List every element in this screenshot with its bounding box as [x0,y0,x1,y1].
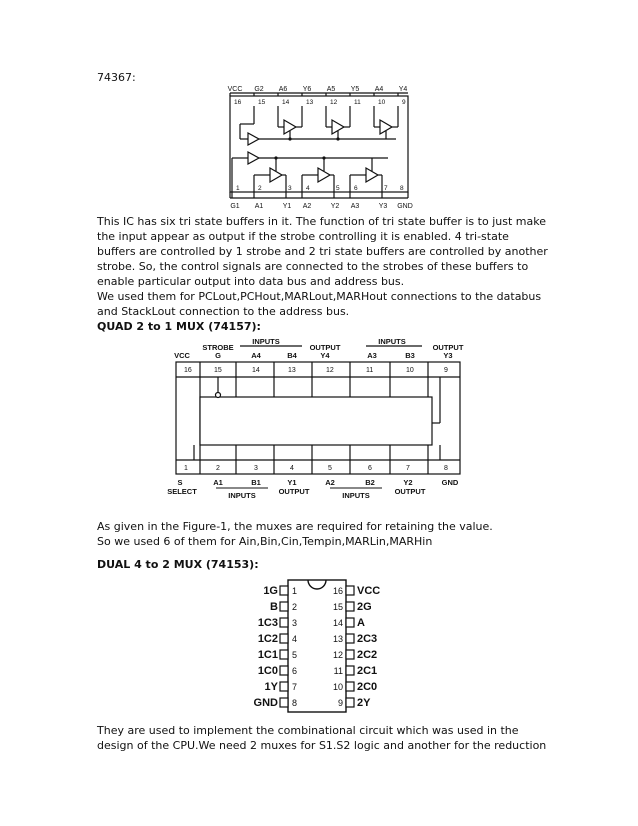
pin-number: 8 [444,465,448,472]
pin-name: B2 [365,478,375,487]
pin-number: 16 [184,367,192,374]
pin-name: A1 [213,478,223,487]
pin-number: 13 [332,634,343,644]
pin-name: B [270,601,278,613]
pin-number: 1 [236,185,240,192]
text-line: enable particular output into data bus and address bus. [97,275,405,288]
pin-name: G [215,351,221,360]
pin-number: 12 [326,367,334,374]
pin-name: Y4 [320,351,330,360]
group-label: INPUTS [228,491,256,500]
pin-name: VCC [357,585,381,597]
pin-number: 2 [216,465,220,472]
group-label: INPUTS [342,491,370,500]
text-line: buffers are controlled by 1 strobe and 2 tri state buffers are controlled by another [97,245,548,258]
pin-name: A6 [278,86,288,93]
group-label: STROBE [202,343,234,352]
group-label: OUTPUT [432,343,464,352]
pin-number: 16 [234,99,242,106]
pin-number: 4 [306,185,310,192]
pin-name: B1 [251,478,261,487]
text-line: and StackLout connection to the address bus. [97,305,350,318]
pin-name: VCC [227,86,243,93]
pin-name: 2C2 [357,649,378,661]
pin-number: 11 [366,367,374,374]
pin-name: Y3 [378,203,388,210]
pin-name: Y3 [443,351,453,360]
pin-name: A1 [254,203,264,210]
text-line: design of the CPU.We need 2 muxes for S1.S2 logic and another for the reduction [97,739,547,752]
pin-number: 14 [252,367,260,374]
pin-name: Y5 [350,86,360,93]
pin-number: 11 [354,99,361,106]
diagram-74367 [218,84,418,212]
pin-number: 8 [292,698,298,708]
pin-name: A3 [350,203,360,210]
pin-number: 6 [292,666,298,676]
pin-number: 15 [214,367,222,374]
pin-number: 1 [292,586,298,596]
pin-name: 1Y [264,681,278,693]
pin-number: 6 [368,465,372,472]
pin-number: 9 [444,367,448,374]
pin-name: A4 [374,86,384,93]
pin-name: 1G [263,585,278,597]
group-label: INPUTS [378,338,406,346]
pin-name: A2 [302,203,312,210]
label-74367: 74367: [97,71,136,84]
pin-name: 2C3 [357,633,378,645]
text-line: They are used to implement the combinational circuit which was used in the [97,724,519,737]
pin-name: 2G [357,601,372,613]
pin-name: G1 [230,203,240,210]
text-line: So we used 6 of them for Ain,Bin,Cin,Tempin,MARLin,MARHin [97,535,433,548]
pin-name: 1C0 [257,665,278,677]
pin-name: Y4 [398,86,408,93]
pin-number: 12 [330,99,338,106]
pin-name: 1C3 [257,617,278,629]
pin-number: 8 [400,185,404,192]
pin-number: 14 [282,99,290,106]
pin-number: 1 [184,465,188,472]
pin-name: B4 [287,351,297,360]
pin-number: 16 [332,586,343,596]
pin-name: Y6 [302,86,312,93]
group-label: OUTPUT [278,487,310,496]
pin-number: 7 [292,682,298,692]
pin-name: 2Y [357,697,371,709]
pin-name: G2 [254,86,264,93]
pin-name: 2C1 [357,665,378,677]
pin-name: 2C0 [357,681,378,693]
pin-number: 11 [333,666,343,676]
heading-74153: DUAL 4 to 2 MUX (74153): [97,558,259,571]
pin-number: 10 [406,367,414,374]
pin-name: GND [253,697,278,709]
diagram-74153 [250,576,400,716]
pin-number: 15 [258,99,266,106]
group-label: INPUTS [252,338,280,346]
pin-name: Y2 [403,478,413,487]
pin-number: 15 [332,602,343,612]
pin-number: 2 [258,185,262,192]
pin-name: 1C1 [257,649,278,661]
group-label: OUTPUT [394,487,426,496]
pin-number: 3 [288,185,292,192]
pin-name: GND [397,203,413,210]
text-line: As given in the Figure-1, the muxes are required for retaining the value. [97,520,493,533]
pin-name: B3 [405,351,415,360]
pin-name: A5 [326,86,336,93]
diagram-74157 [160,338,470,502]
text-line: This IC has six tri state buffers in it. The function of tri state buffer is to just make [97,215,546,228]
heading-74157: QUAD 2 to 1 MUX (74157): [97,320,261,333]
pin-number: 5 [292,650,298,660]
pin-number: 10 [332,682,343,692]
text-line: strobe. So, the control signals are connected to the strobes of these buffers to [97,260,529,273]
pin-number: 4 [290,465,294,472]
pin-name: Y1 [282,203,292,210]
pin-name: A2 [325,478,335,487]
text-line: We used them for PCLout,PCHout,MARLout,MARHout connections to the databus [97,290,542,303]
group-label: SELECT [167,487,197,496]
pin-number: 9 [337,698,343,708]
pin-name: Y2 [330,203,340,210]
pin-number: 10 [378,99,386,106]
group-label: OUTPUT [309,343,341,352]
pin-name: Y1 [287,478,297,487]
pin-number: 2 [292,602,298,612]
pin-number: 7 [406,465,410,472]
pin-name: VCC [174,351,190,360]
pin-number: 4 [292,634,298,644]
pin-name: GND [441,478,459,487]
pin-number: 9 [402,99,406,106]
pin-name: A3 [367,351,377,360]
pin-number: 5 [328,465,332,472]
pin-name: 1C2 [257,633,278,645]
pin-number: 3 [254,465,258,472]
pin-name: A [357,617,365,629]
pin-number: 13 [306,99,314,106]
pin-number: 6 [354,185,358,192]
pin-number: 12 [332,650,343,660]
pin-number: 5 [336,185,340,192]
pin-name: A4 [251,351,261,360]
text-line: the input appear as output if the strobe controlling it is enabled. 4 tri-state [97,230,509,243]
pin-number: 13 [288,367,296,374]
pin-name: S [177,478,183,487]
pin-number: 3 [292,618,298,628]
pin-number: 14 [332,618,343,628]
pin-number: 7 [384,185,388,192]
